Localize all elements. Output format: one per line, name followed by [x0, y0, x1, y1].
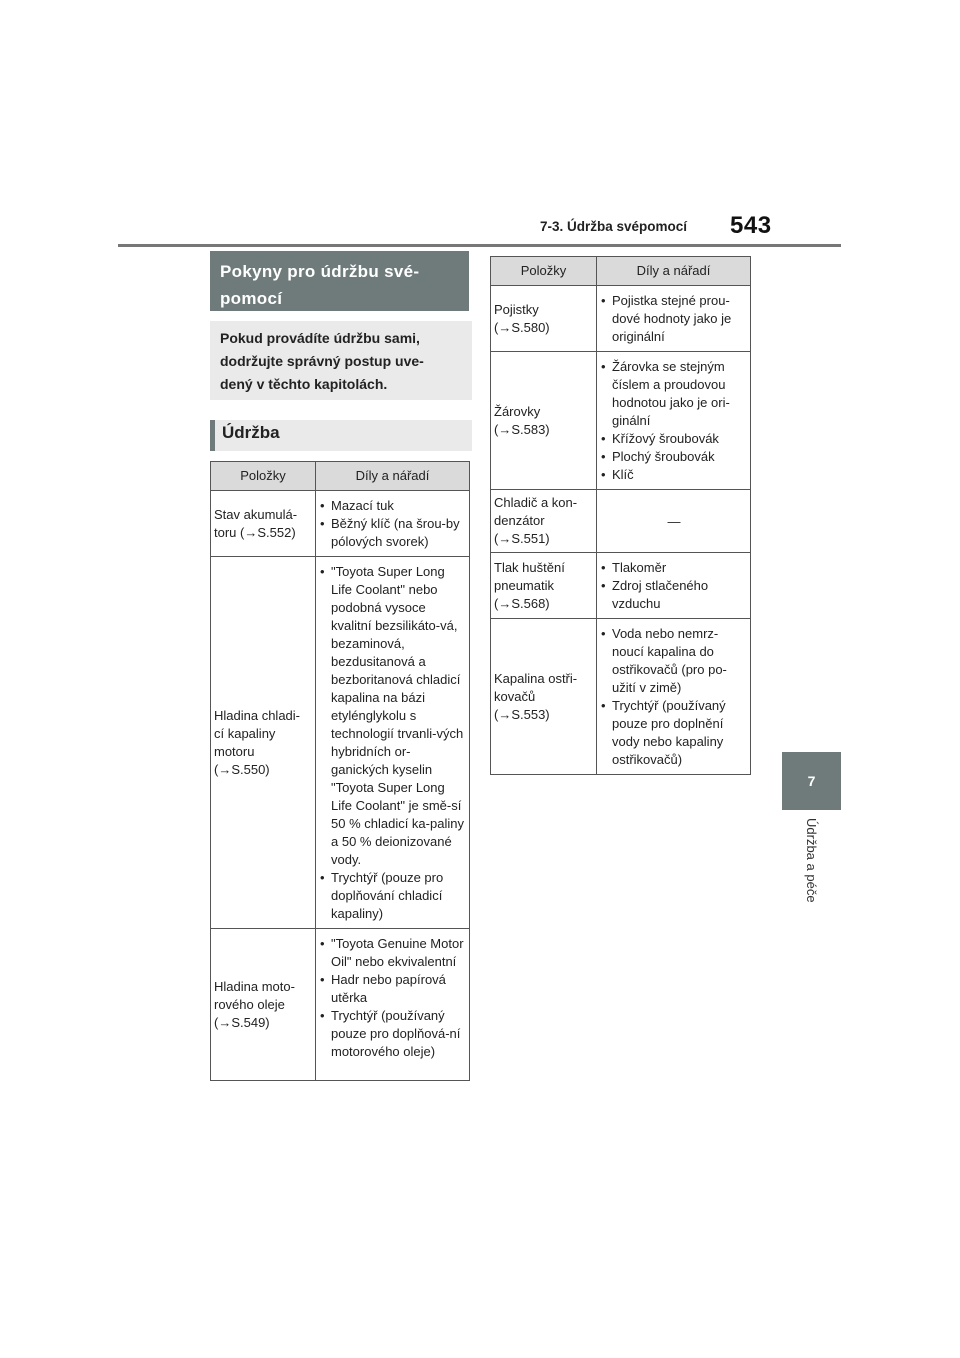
tool-item: • Žárovka se stejným číslem a proudovou hodnotou jako je ori-ginální [601, 358, 747, 430]
tool-item: • Trychtýř (pouze pro doplňování chladicí kapaliny) [320, 869, 466, 923]
tool-list [601, 292, 747, 346]
item-cell [491, 619, 597, 775]
subheading-maintenance: Údržba [210, 420, 472, 451]
table-row [491, 553, 751, 619]
section-title-line: pomocí [220, 289, 283, 308]
item-cell [491, 286, 597, 352]
parts-table-right [490, 256, 751, 775]
tool-item: • Pojistka stejné prou-dové hodnoty jako je originální [601, 292, 747, 346]
section-title-line: Pokyny pro údržbu své- [220, 262, 420, 281]
tools-cell [597, 490, 751, 553]
item-text: rového oleje [214, 996, 285, 1012]
section-title [210, 251, 469, 311]
header-section-title: 7-3. Údržba svépomocí [540, 219, 688, 234]
tools-cell [316, 557, 470, 929]
item-cell [211, 557, 316, 929]
tool-item: • "Toyota Super Long Life Coolant" nebo podobná vysoce kvalitní bezsilikáto-vá, bezaminová, bezdusitanová a bezboritanová chladicí kapalina na bázi etylénglykolu s technologií trvanli-vých hybridních or-ganických kyselin "Toyota Super Long Life Coolant" je smě-sí 50 % chladicí ka-paliny a 50 % deionizované vody. [320, 563, 466, 869]
tools-cell [597, 352, 751, 490]
item-text: (→S.550) [214, 761, 270, 777]
table-row [491, 286, 751, 352]
chapter-label [782, 818, 841, 928]
intro-line: dodržujte správný postup uve- [220, 353, 424, 369]
tool-item: • Klíč [601, 466, 747, 484]
tool-item: • Běžný klíč (na šrou-by pólových svorek) [320, 515, 466, 551]
item-cell [491, 490, 597, 553]
item-text: (→S.551) [494, 531, 550, 546]
table-header-row [211, 462, 470, 491]
parts-table-left [210, 461, 470, 1081]
item-text: Žárovky [494, 403, 541, 419]
tool-list [601, 559, 747, 613]
tool-item: • "Toyota Genuine Motor Oil" nebo ekvivalentní [320, 935, 466, 971]
item-text: Chladič a kon- [494, 495, 578, 510]
tool-item: • Tlakoměr [601, 559, 747, 577]
item-text: Stav akumulá- [214, 506, 298, 522]
empty-dash: — [667, 513, 681, 529]
chapter-tab [782, 752, 841, 810]
tool-item: • Voda nebo nemrz-noucí kapalina do ostřikovačů (pro po-užití v zimě) [601, 625, 747, 697]
chapter-number: 7 [807, 773, 816, 789]
column-header-items: Položky [491, 257, 597, 286]
chapter-title: Údržba a péče [804, 818, 819, 903]
item-text: Hladina moto- [214, 978, 295, 994]
item-text: (→S.549) [214, 1014, 270, 1030]
intro-box [210, 321, 472, 400]
table-row [491, 352, 751, 490]
tool-item: • Zdroj stlačeného vzduchu [601, 577, 747, 613]
table-row [211, 929, 470, 1081]
column-header-tools: Díly a nářadí [316, 462, 470, 491]
table-header-row [491, 257, 751, 286]
tool-list [320, 935, 466, 1061]
intro-line: dený v těchto kapitolách. [220, 376, 388, 392]
item-text: Kapalina ostři- [494, 670, 578, 686]
header-divider [118, 244, 841, 247]
table-row [211, 557, 470, 929]
item-text: Pojistky [494, 301, 539, 317]
tools-cell [597, 619, 751, 775]
item-text: (→S.583) [494, 421, 550, 437]
tool-item: • Plochý šroubovák [601, 448, 747, 466]
item-text: Tlak huštění [494, 559, 565, 575]
tool-item: • Trychtýř (používaný pouze pro doplnění vody nebo kapaliny ostřikovačů) [601, 697, 747, 769]
tools-cell [597, 553, 751, 619]
item-text: Hladina chladi- [214, 707, 300, 723]
item-text: cí kapaliny [214, 725, 276, 741]
tool-list [320, 497, 466, 551]
item-text: (→S.553) [494, 706, 550, 722]
item-text: kovačů [494, 688, 536, 704]
intro-line: Pokud provádíte údržbu sami, [220, 330, 420, 346]
item-text: denzátor [494, 513, 545, 528]
item-text: (→S.568) [494, 595, 550, 611]
column-header-tools: Díly a nářadí [597, 257, 751, 286]
page-number: 543 [730, 212, 772, 239]
table-row [211, 491, 470, 557]
item-cell [211, 491, 316, 557]
tool-list [320, 563, 466, 923]
tools-cell [316, 929, 470, 1081]
tool-list [601, 625, 747, 769]
item-text: toru (→S.552) [214, 524, 296, 540]
item-text: motoru [214, 743, 255, 759]
tool-item: • Trychtýř (používaný pouze pro doplňová-ní motorového oleje) [320, 1007, 466, 1061]
column-header-items: Položky [211, 462, 316, 491]
tools-cell [597, 286, 751, 352]
tool-item: • Mazací tuk [320, 497, 466, 515]
item-text: (→S.580) [494, 319, 550, 335]
item-cell [491, 553, 597, 619]
tools-cell [316, 491, 470, 557]
table-row [491, 490, 751, 553]
tool-list [601, 358, 747, 484]
tool-item: • Hadr nebo papírová utěrka [320, 971, 466, 1007]
item-cell [491, 352, 597, 490]
tool-item: • Křížový šroubovák [601, 430, 747, 448]
item-cell [211, 929, 316, 1081]
table-row [491, 619, 751, 775]
item-text: pneumatik [494, 577, 554, 593]
